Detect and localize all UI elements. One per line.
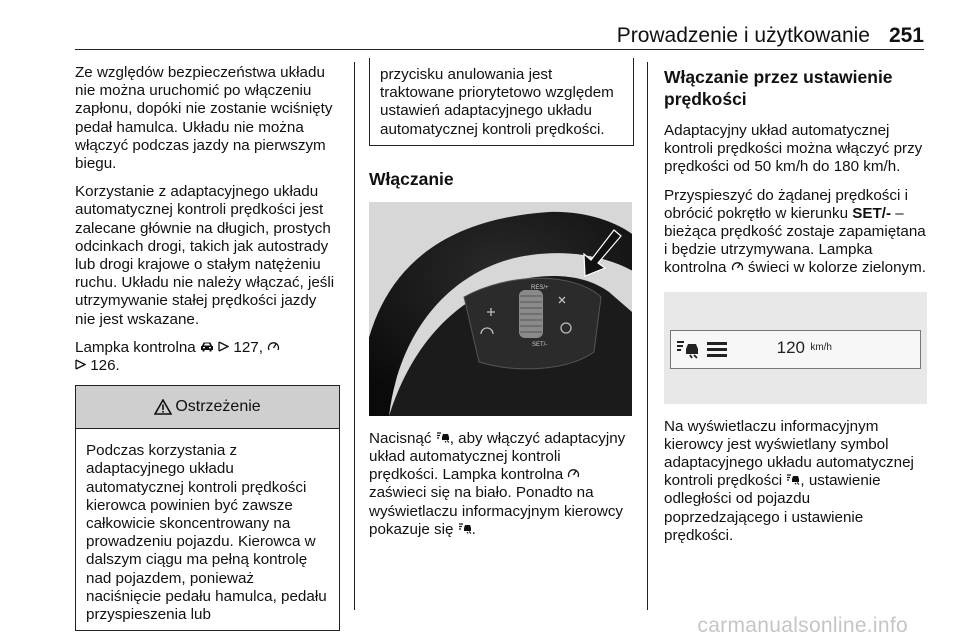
column-divider-1 [354, 62, 355, 610]
warning-text: Podczas korzystania z adaptacyjnego układu automatycznej kontroli prędkości kierowca powinien być zawsze całkowicie skoncentrowany na prowadzeniu pojazdu. Kierowca w dalszym ciągu ma pełną kontrolę nad pojazdem, ponieważ naciśnięcie pedału hamulca, pedału przyspieszenia lub [86, 442, 327, 624]
adaptive-cruise-control-icon [676, 339, 700, 364]
set-speed-value: 120 [776, 337, 805, 357]
watermark: carmanualsonline.info [697, 614, 908, 637]
warning-triangle-icon [154, 399, 172, 415]
driver-info-display [664, 292, 927, 404]
cruise-control-gauge-icon [267, 339, 280, 356]
warning-header [76, 386, 339, 429]
section-heading-set-speed: Włączanie przez ustawienie prędkości [664, 67, 893, 109]
page-title: Prowadzenie i użytkowanie [616, 24, 870, 47]
set-label: SET/- [532, 341, 548, 348]
column-3 [664, 66, 929, 555]
column-2 [369, 58, 634, 549]
cruise-control-gauge-icon [731, 259, 744, 276]
warning-continuation-text: przycisku anulowania jest traktowane priorytetowo względem ustawień adaptacyjnego układu automatycznej kontroli prędkości. [380, 66, 614, 138]
usage-paragraph: Korzystanie z adaptacyjnego układu automatycznej kontroli prędkości jest zalecane głównie na długich, prostych odcinkach drogi, takich jak autostrady lub drogi krajowe o stałym natężeniu ruchu. Układu nie należy włączać, jeśli utrzymywanie stałej prędkości jazdy nie jest wskazane. [75, 183, 335, 328]
adaptive-cruise-control-icon [436, 430, 450, 447]
page-number: 251 [888, 24, 924, 47]
column-1 [75, 64, 340, 631]
safety-paragraph: Ze względów bezpieczeństwa układu nie można uruchomić po włączeniu zapłonu, dopóki nie zostanie wciśnięty pedał hamulca. Układu nie można włączyć podczas jazdy na pierwszym biegu. [75, 64, 333, 173]
display-panel [670, 330, 921, 369]
steering-wheel-photo [369, 202, 632, 416]
car-front-icon [200, 340, 214, 355]
column-divider-2 [647, 62, 648, 610]
set-speed-paragraph: Przyspieszyć do żądanej prędkości i obrócić pokrętło w kierunku SET/- – bieżąca prędkość zostaje zapamiętana i będzie utrzymywana. Lampka kontrolna świeci w kolorze zielonym. [664, 186, 927, 277]
page-header [0, 0, 960, 48]
page-reference-arrow-icon [218, 339, 229, 356]
following-distance-icon [706, 339, 728, 364]
res-label: RES/+ [531, 284, 549, 291]
section-heading-enable: Włączanie [369, 168, 454, 189]
header-divider [75, 49, 924, 50]
display-description-paragraph: Na wyświetlaczu informacyjnym kierowcy jest wyświetlany symbol adaptacyjnego układu automatycznej kontroli prędkości , ustawienie odległości od pojazdu poprzedzającego i ustawienie prędkości. [664, 417, 914, 544]
page-reference-arrow-icon [75, 357, 86, 374]
speed-unit: km/h [810, 341, 832, 353]
warning-box [75, 385, 340, 631]
warning-title: Ostrzeżenie [175, 398, 261, 416]
adaptive-cruise-control-icon [786, 472, 800, 489]
cruise-control-gauge-icon [567, 466, 580, 483]
speed-range-paragraph: Adaptacyjny układ automatycznej kontroli prędkości można włączyć przy prędkości od 50 km/h do 180 km/h. [664, 122, 923, 176]
indicator-reference: Lampka kontrolna 127, 126. [75, 339, 340, 375]
warning-continuation [369, 58, 634, 146]
warning-body [76, 429, 339, 630]
adaptive-cruise-control-icon [458, 521, 472, 538]
enable-paragraph: Nacisnąć , aby włączyć adaptacyjny układ automatycznej kontroli prędkości. Lampka kontrolna zaświeci się na biało. Ponadto na wyświetlaczu informacyjnym kierowcy pokazuje się . [369, 429, 626, 538]
